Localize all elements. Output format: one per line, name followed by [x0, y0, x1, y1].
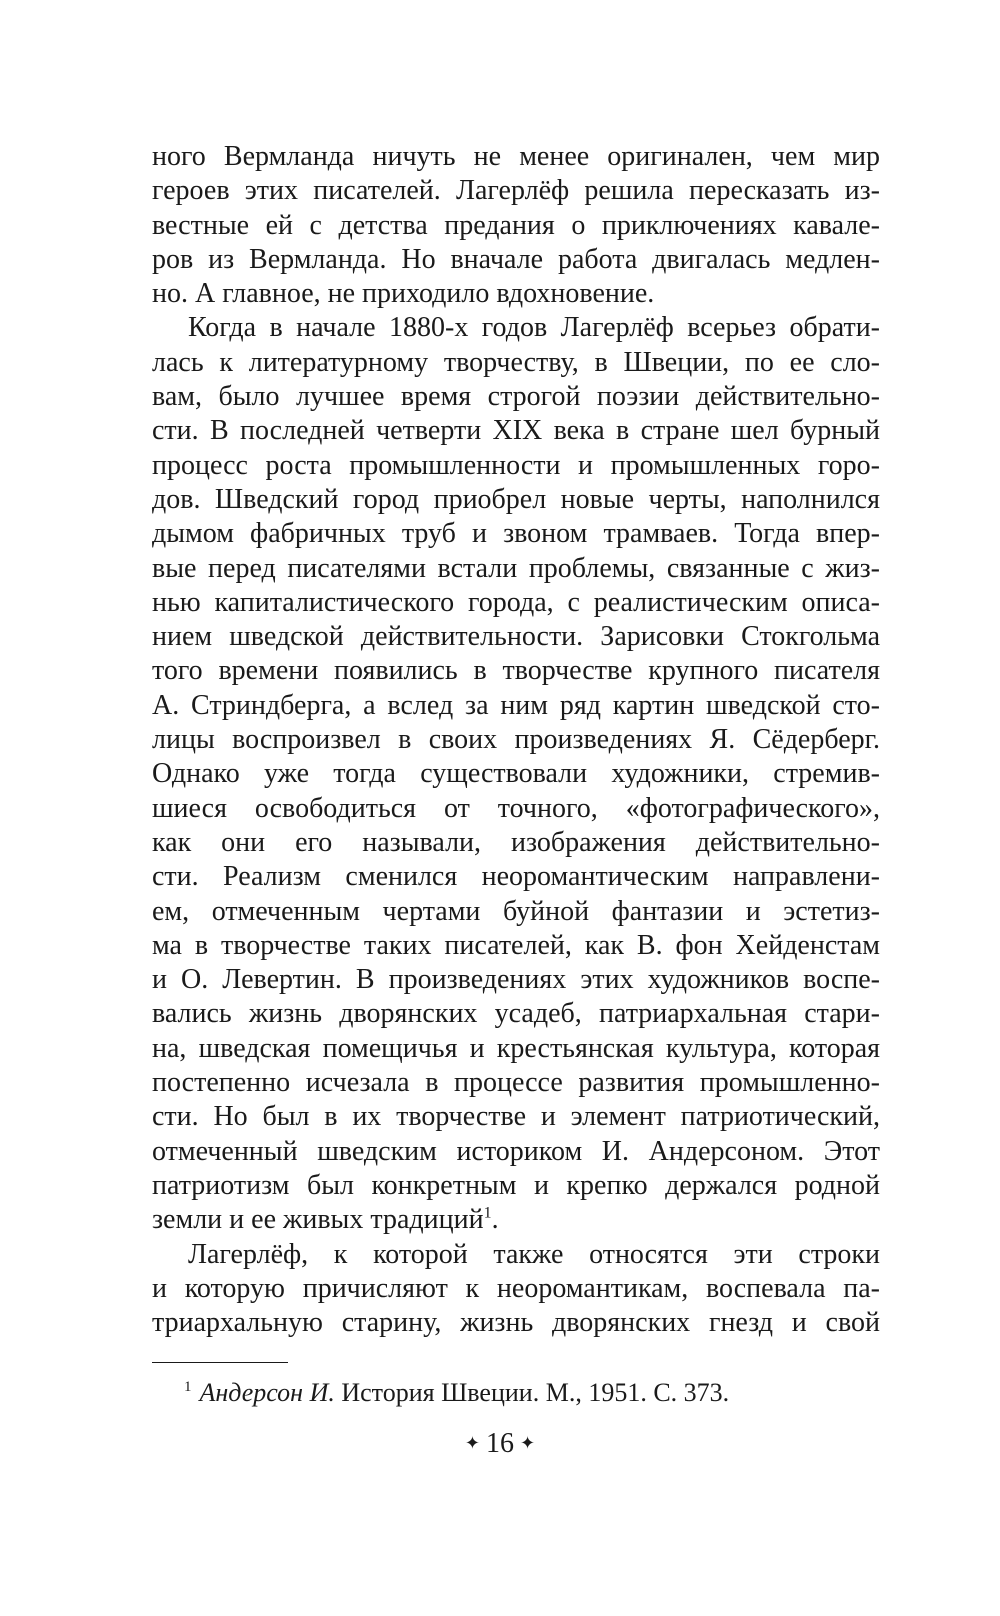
page-number-footer	[0, 1426, 1000, 1464]
footnote-reference: 1	[483, 1204, 492, 1222]
star-ornament-icon: ✦	[520, 1432, 536, 1453]
page-number: 16	[486, 1428, 514, 1459]
text-line: вались жизнь дворянских усадеб, патриархальная стари-	[152, 998, 880, 1030]
footnote	[184, 1376, 729, 1410]
text-line: постепенно исчезала в процессе развития промышленно-	[152, 1067, 880, 1099]
footnote-separator	[152, 1362, 288, 1363]
footnote-author: Андерсон И.	[199, 1378, 335, 1407]
text-line: сти. Но был в их творчестве и элемент патриотический,	[152, 1101, 880, 1133]
text-line: процесс роста промышленности и промышленных горо-	[152, 449, 880, 481]
text-line: на, шведская помещичья и крестьянская культура, которая	[152, 1032, 880, 1064]
text-line: вестные ей с детства предания о приключениях кавале-	[152, 209, 880, 241]
body-text	[152, 140, 880, 1340]
text-line: ма в творчестве таких писателей, как В. фон Хейденстам	[152, 929, 880, 961]
text-line: сти. Реализм сменился неоромантическим направлени-	[152, 861, 880, 893]
text-line: того времени появились в творчестве крупного писателя	[152, 655, 880, 687]
text-line: шиеся освободиться от точного, «фотографического»,	[152, 792, 880, 824]
text-line: вые перед писателями встали проблемы, связанные с жиз-	[152, 552, 880, 584]
sentence-period: .	[491, 1204, 499, 1236]
text-line: нием шведской действительности. Зарисовки Стокгольма	[152, 621, 880, 653]
footnote-mark: 1	[184, 1379, 192, 1396]
text-line: как они его называли, изображения действительно-	[152, 826, 880, 858]
footnote-text: История Швеции. М., 1951. С. 373.	[341, 1378, 730, 1407]
text-line: нью капиталистического города, с реалистическим описа-	[152, 586, 880, 618]
text-line: А. Стриндберга, а вслед за ним ряд картин шведской сто-	[152, 689, 880, 721]
text-line: ного Вермланда ничуть не менее оригинален, чем мир	[152, 141, 880, 172]
text-line: дымом фабричных труб и звоном трамваев. Тогда впер-	[152, 518, 880, 550]
star-ornament-icon: ✦	[464, 1432, 480, 1453]
text-line-content: земли и ее живых традиций	[152, 1204, 484, 1236]
text-line: и О. Левертин. В произведениях этих художников воспе-	[152, 964, 880, 996]
text-line: вам, было лучшее время строгой поэзии действительно-	[152, 381, 880, 413]
text-line: сти. В последней четверти XIX века в стране шел бурный	[152, 415, 880, 447]
text-line: и которую причисляют к неоромантикам, воспевала па-	[152, 1272, 880, 1304]
text-line: Однако уже тогда существовали художники, стремив-	[152, 758, 880, 790]
text-line: ем, отмеченным чертами буйной фантазии и эстетиз-	[152, 895, 880, 927]
text-line: триархальную старину, жизнь дворянских гнезд и свой	[152, 1307, 880, 1339]
text-line: дов. Шведский город приобрел новые черты, наполнился	[152, 483, 880, 515]
paragraph-start-line: Когда в начале 1880-х годов Лагерлёф всерьез обрати-	[188, 312, 880, 344]
text-line: отмеченный шведским историком И. Андерсоном. Этот	[152, 1135, 880, 1167]
text-line: но. А главное, не приходило вдохновение.	[152, 278, 655, 310]
paragraph-start-line: Лагерлёф, к которой также относятся эти строки	[188, 1238, 880, 1270]
text-line: лась к литературному творчеству, в Швеции, по ее сло-	[152, 346, 880, 378]
text-line: лицы воспроизвел в своих произведениях Я. Сёдерберг.	[152, 724, 880, 756]
text-line: патриотизм был конкретным и крепко держался родной	[152, 1169, 880, 1201]
text-line: героев этих писателей. Лагерлёф решила пересказать из-	[152, 175, 880, 207]
text-line: ров из Вермланда. Но вначале работа двигалась медлен-	[152, 243, 880, 275]
text-line-with-footnote-ref	[152, 1203, 880, 1237]
